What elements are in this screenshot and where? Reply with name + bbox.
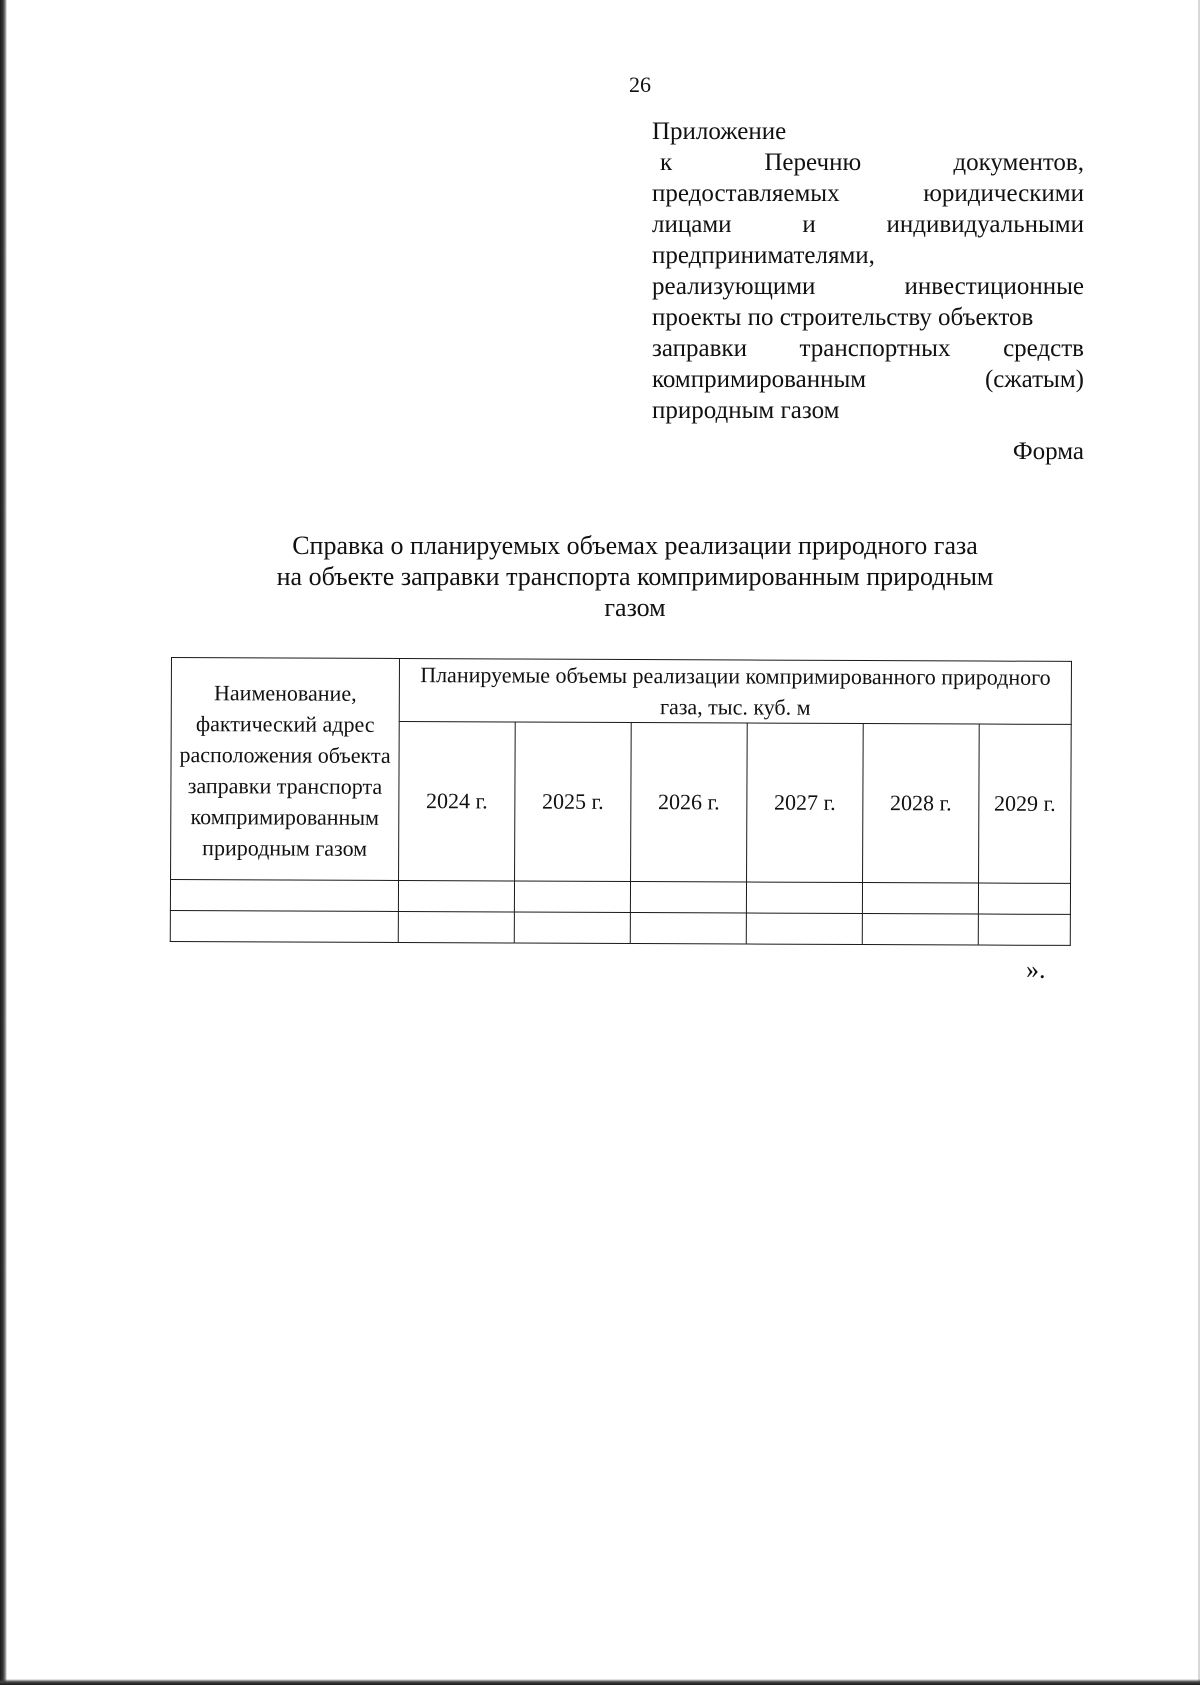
table-cell[interactable] xyxy=(862,914,978,946)
table-row xyxy=(170,910,1070,945)
appendix-line xyxy=(652,395,1084,426)
table-row xyxy=(170,880,1070,915)
table-cell[interactable] xyxy=(398,911,514,943)
table-cell[interactable] xyxy=(398,880,514,912)
appendix-word: лицами xyxy=(652,211,732,238)
header-year: 2025 г. xyxy=(515,722,632,882)
planned-volumes-table xyxy=(170,657,1072,946)
table-cell[interactable] xyxy=(630,913,746,945)
appendix-word: документов, xyxy=(953,149,1084,176)
appendix-word: индивидуальными xyxy=(886,211,1084,238)
table-cell[interactable] xyxy=(514,912,630,944)
scan-left-edge xyxy=(0,0,7,1685)
appendix-line xyxy=(652,364,1084,395)
appendix-line xyxy=(652,178,1084,209)
document-title-line: на объекте заправки транспорта компримированным природным xyxy=(276,562,994,591)
closing-quote: ». xyxy=(1026,955,1046,984)
appendix-line xyxy=(652,271,1084,302)
table-cell[interactable] xyxy=(746,913,862,945)
appendix-line xyxy=(652,209,1084,240)
appendix-block xyxy=(652,116,1084,426)
form-label: Форма xyxy=(1012,438,1084,465)
appendix-line xyxy=(652,302,1084,333)
appendix-word: транспортных xyxy=(799,335,951,362)
appendix-word: проекты по строительству объектов xyxy=(652,304,1034,331)
table-cell[interactable] xyxy=(746,882,862,914)
appendix-word: реализующими xyxy=(652,273,816,300)
header-object-name: Наименование, фактический адрес расположения объекта заправки транспорта компримированным природным газом xyxy=(171,658,400,881)
scan-bottom-edge xyxy=(0,1679,1200,1685)
appendix-word: средств xyxy=(1003,335,1084,362)
appendix-line xyxy=(652,333,1084,364)
appendix-word: Перечню xyxy=(764,149,862,176)
appendix-word: компримированным xyxy=(652,366,867,393)
header-year: 2027 г. xyxy=(747,723,864,883)
appendix-word: предоставляемых xyxy=(652,180,840,207)
table-cell[interactable] xyxy=(170,880,398,912)
table-cell[interactable] xyxy=(630,882,746,914)
table-cell[interactable] xyxy=(862,883,978,915)
table-cell[interactable] xyxy=(514,881,630,913)
header-year: 2028 г. xyxy=(863,724,980,884)
table-cell[interactable] xyxy=(978,914,1070,945)
appendix-word: юридическими xyxy=(923,180,1084,207)
appendix-word: (сжатым) xyxy=(984,366,1084,393)
appendix-word: природным газом xyxy=(652,397,840,424)
appendix-line xyxy=(652,240,1084,271)
header-year: 2029 г. xyxy=(979,724,1072,883)
table-cell[interactable] xyxy=(978,883,1070,914)
appendix-word: заправки xyxy=(652,335,747,362)
document-title-line: газом xyxy=(604,593,666,622)
header-planned-volumes: Планируемые объемы реализации компримированного природного газа, тыс. куб. м xyxy=(399,658,1071,724)
appendix-word: к xyxy=(660,149,673,176)
document-title-line: Справка о планируемых объемах реализации природного газа xyxy=(292,531,978,560)
appendix-word: и xyxy=(802,211,816,238)
appendix-line xyxy=(652,147,1084,178)
appendix-title: Приложение xyxy=(652,118,787,145)
header-year: 2024 г. xyxy=(399,721,516,881)
appendix-word: предпринимателями, xyxy=(652,242,875,269)
header-year: 2026 г. xyxy=(631,723,748,883)
table-cell[interactable] xyxy=(170,910,398,942)
page-number: 26 xyxy=(629,72,651,97)
document-title xyxy=(230,530,1040,623)
appendix-word: инвестиционные xyxy=(904,273,1084,300)
